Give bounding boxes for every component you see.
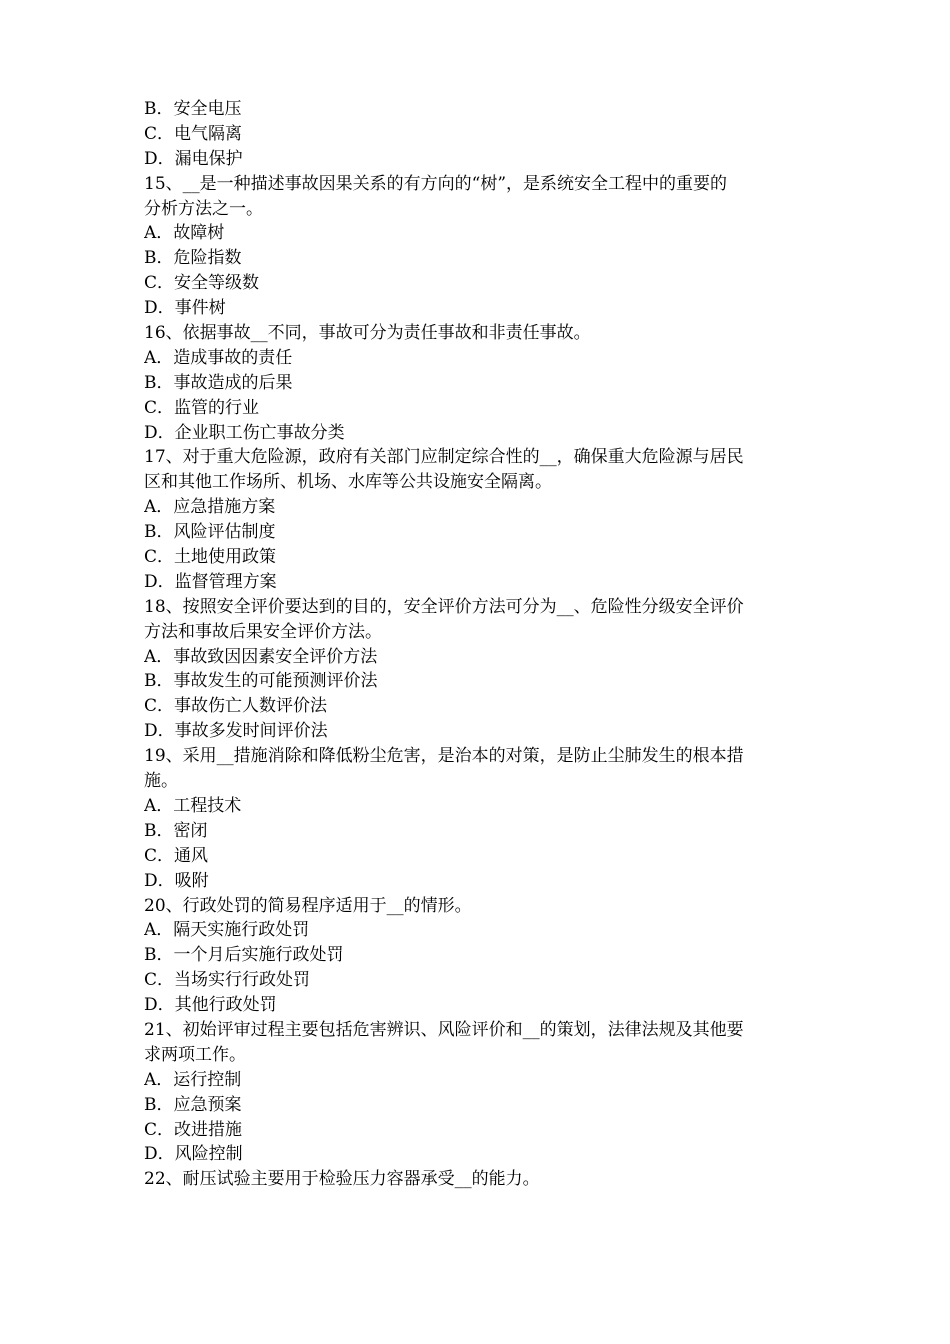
option-d-leakage-protection: D．漏电保护 — [144, 148, 243, 169]
question-17-text-cont: 区和其他工作场所、机场、水库等公共设施安全隔离。 — [144, 472, 552, 493]
question-18-text-cont: 方法和事故后果安全评价方法。 — [144, 621, 382, 642]
question-15-option-b: B．危险指数 — [144, 248, 242, 269]
question-19-option-d: D．吸附 — [144, 870, 209, 891]
question-16-option-b: B．事故造成的后果 — [144, 372, 293, 393]
question-16-option-a: A．造成事故的责任 — [144, 347, 293, 368]
question-18-option-c: C．事故伤亡人数评价法 — [144, 696, 328, 717]
question-22-text: 22、耐压试验主要用于检验压力容器承受__的能力。 — [144, 1169, 540, 1190]
question-17-option-a: A．应急措施方案 — [144, 497, 276, 518]
question-18-text: 18、按照安全评价要达到的目的，安全评价方法可分为__、危险性分级安全评价 — [144, 596, 744, 617]
question-21-option-a: A．运行控制 — [144, 1069, 242, 1090]
question-19-option-a: A．工程技术 — [144, 795, 242, 816]
question-20-option-d: D．其他行政处罚 — [144, 995, 277, 1016]
question-16-option-c: C．监管的行业 — [144, 397, 260, 418]
option-b-safe-voltage: B．安全电压 — [144, 99, 242, 119]
question-20-option-a: A．隔天实施行政处罚 — [144, 920, 310, 941]
question-18-option-b: B．事故发生的可能预测评价法 — [144, 671, 378, 692]
question-15-text: 15、__是一种描述事故因果关系的有方向的“树”，是系统安全工程中的重要的 — [144, 173, 728, 194]
document-page — [144, 97, 810, 1192]
question-18-option-d: D．事故多发时间评价法 — [144, 721, 328, 742]
question-19-option-b: B．密闭 — [144, 820, 208, 841]
question-21-text-cont: 求两项工作。 — [144, 1044, 246, 1065]
question-21-text: 21、初始评审过程主要包括危害辨识、风险评价和__的策划，法律法规及其他要 — [144, 1019, 744, 1040]
question-17-text: 17、对于重大危险源，政府有关部门应制定综合性的__，确保重大危险源与居民 — [144, 447, 744, 468]
question-19-text-cont: 施。 — [144, 771, 178, 792]
question-18-option-a: A．事故致因因素安全评价方法 — [144, 646, 378, 667]
question-15-option-c: C．安全等级数 — [144, 273, 260, 294]
question-21-option-d: D．风险控制 — [144, 1144, 243, 1165]
question-15-option-d: D．事件树 — [144, 298, 226, 319]
question-15-option-a: A．故障树 — [144, 223, 225, 244]
question-19-text: 19、采用__措施消除和降低粉尘危害，是治本的对策，是防止尘肺发生的根本措 — [144, 746, 744, 767]
question-17-option-c: C．土地使用政策 — [144, 547, 277, 568]
question-15-text-cont: 分析方法之一。 — [144, 198, 263, 219]
question-16-option-d: D．企业职工伤亡事故分类 — [144, 422, 345, 443]
question-20-text: 20、行政处罚的简易程序适用于__的情形。 — [144, 895, 472, 916]
question-19-option-c: C．通风 — [144, 845, 209, 866]
question-20-option-b: B．一个月后实施行政处罚 — [144, 945, 344, 966]
question-17-option-b: B．风险评估制度 — [144, 522, 276, 543]
question-21-option-c: C．改进措施 — [144, 1119, 243, 1140]
question-17-option-d: D．监督管理方案 — [144, 571, 277, 592]
option-c-electrical-isolation: C．电气隔离 — [144, 123, 243, 144]
question-16-text: 16、依据事故__不同，事故可分为责任事故和非责任事故。 — [144, 323, 591, 344]
question-20-option-c: C．当场实行行政处罚 — [144, 970, 311, 991]
question-21-option-b: B．应急预案 — [144, 1094, 242, 1115]
